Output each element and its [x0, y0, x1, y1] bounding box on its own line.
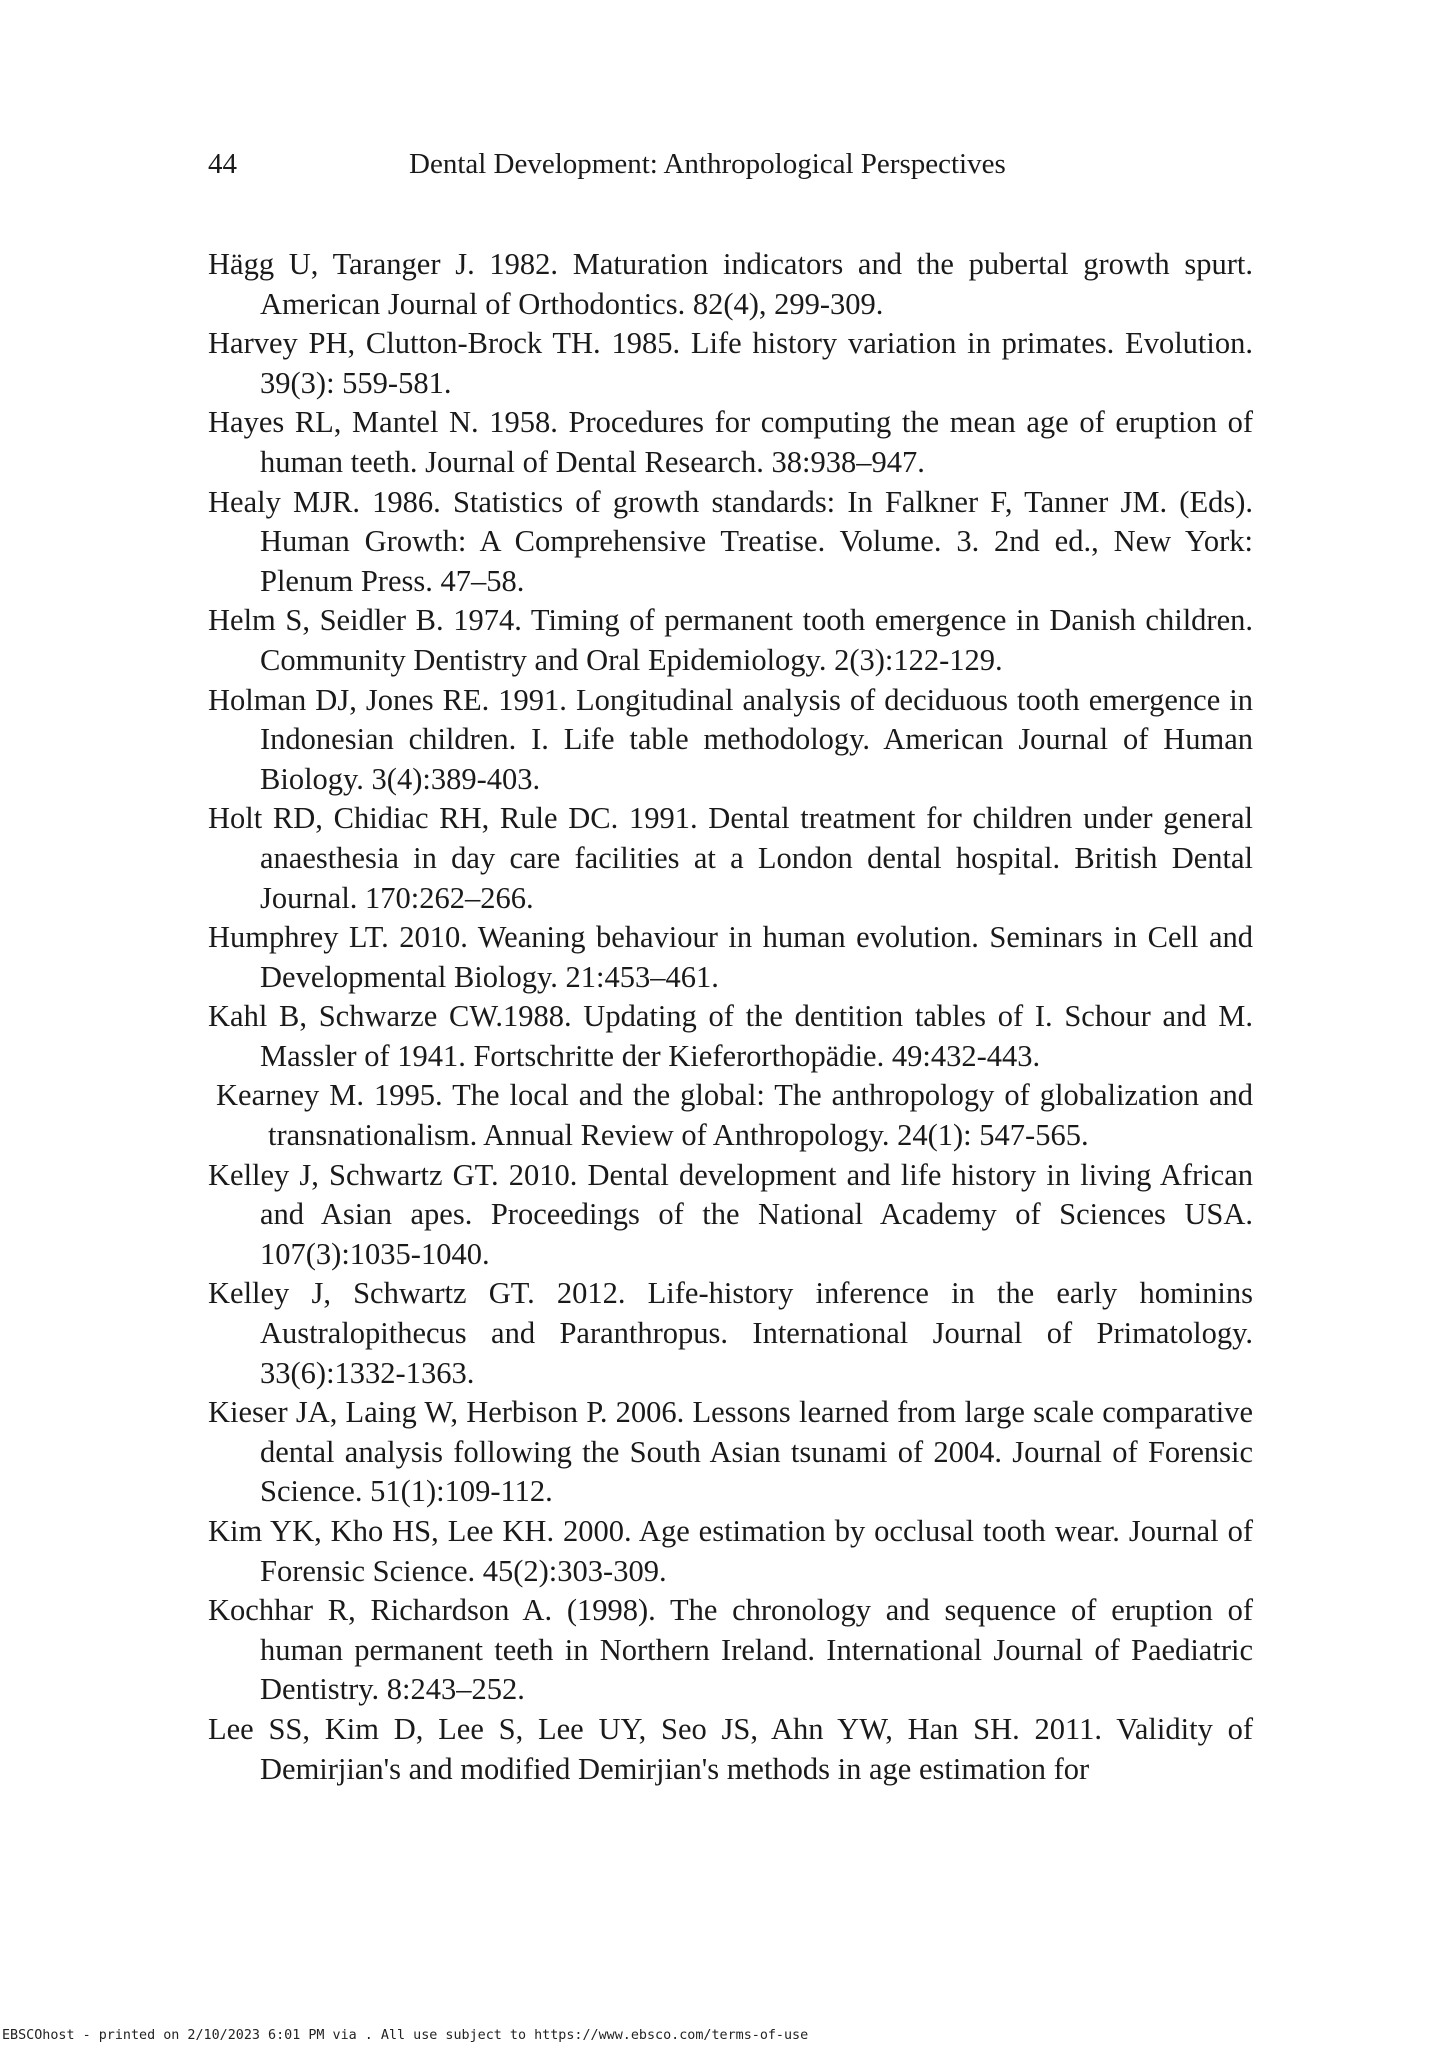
reference-entry: Hayes RL, Mantel N. 1958. Procedures for computing the mean age of eruption of human teeth. Journal of Dental Research. 38:938–947.	[208, 405, 1253, 479]
reference-entry: Humphrey LT. 2010. Weaning behaviour in human evolution. Seminars in Cell and Developmental Biology. 21:453–461.	[208, 920, 1253, 994]
reference-entry: Kearney M. 1995. The local and the global: The anthropology of globalization and transnationalism. Annual Review of Anthropology. 24(1): 547-565.	[216, 1078, 1253, 1153]
reference-entry: Lee SS, Kim D, Lee S, Lee UY, Seo JS, Ahn YW, Han SH. 2011. Validity of Demirjian's and modified Demirjian's methods in age estimation for	[208, 1711, 1253, 1786]
reference-entry: Kochhar R, Richardson A. (1998). The chronology and sequence of eruption of human permanent teeth in Northern Ireland. International Journal of Paediatric Dentistry. 8:243–252.	[208, 1593, 1253, 1707]
reference-entry: Harvey PH, Clutton-Brock TH. 1985. Life history variation in primates. Evolution. 39(3): 559-581.	[208, 326, 1253, 400]
reference-entry: Kim YK, Kho HS, Lee KH. 2000. Age estimation by occlusal tooth wear. Journal of Forensic Science. 45(2):303-309.	[208, 1514, 1253, 1588]
reference-entry: Helm S, Seidler B. 1974. Timing of permanent tooth emergence in Danish children. Community Dentistry and Oral Epidemiology. 2(3):122-129.	[208, 603, 1253, 677]
page-header	[208, 148, 1258, 188]
reference-entry: Kieser JA, Laing W, Herbison P. 2006. Lessons learned from large scale comparative dental analysis following the South Asian tsunami of 2004. Journal of Forensic Science. 51(1):109-112.	[208, 1395, 1253, 1509]
reference-entry: Healy MJR. 1986. Statistics of growth standards: In Falkner F, Tanner JM. (Eds). Human Growth: A Comprehensive Treatise. Volume. 3. 2nd ed., New York: Plenum Press. 47–58.	[208, 484, 1253, 598]
reference-entry: Holman DJ, Jones RE. 1991. Longitudinal analysis of deciduous tooth emergence in Indonesian children. I. Life table methodology. American Journal of Human Biology. 3(4):389-403.	[208, 682, 1253, 796]
reference-entry: Kelley J, Schwartz GT. 2010. Dental development and life history in living African and Asian apes. Proceedings of the National Academy of Sciences USA. 107(3):1035-1040.	[208, 1157, 1253, 1271]
reference-entry: Hägg U, Taranger J. 1982. Maturation indicators and the pubertal growth spurt. American Journal of Orthodontics. 82(4), 299-309.	[208, 247, 1253, 321]
page-number: 44	[208, 148, 237, 180]
reference-list	[208, 245, 1253, 1789]
reference-entry: Kelley J, Schwartz GT. 2012. Life-history inference in the early hominins Australopithecus and Paranthropus. International Journal of Primatology. 33(6):1332-1363.	[208, 1276, 1253, 1390]
print-footer: EBSCOhost - printed on 2/10/2023 6:01 PM via . All use subject to https://www.ebsco.com/terms-of-use	[2, 2028, 809, 2043]
reference-entry: Kahl B, Schwarze CW.1988. Updating of the dentition tables of I. Schour and M. Massler of 1941. Fortschritte der Kieferorthopädie. 49:432-443.	[208, 999, 1253, 1073]
reference-entry: Holt RD, Chidiac RH, Rule DC. 1991. Dental treatment for children under general anaesthesia in day care facilities at a London dental hospital. British Dental Journal. 170:262–266.	[208, 801, 1253, 915]
running-title: Dental Development: Anthropological Perspectives	[409, 148, 1006, 180]
